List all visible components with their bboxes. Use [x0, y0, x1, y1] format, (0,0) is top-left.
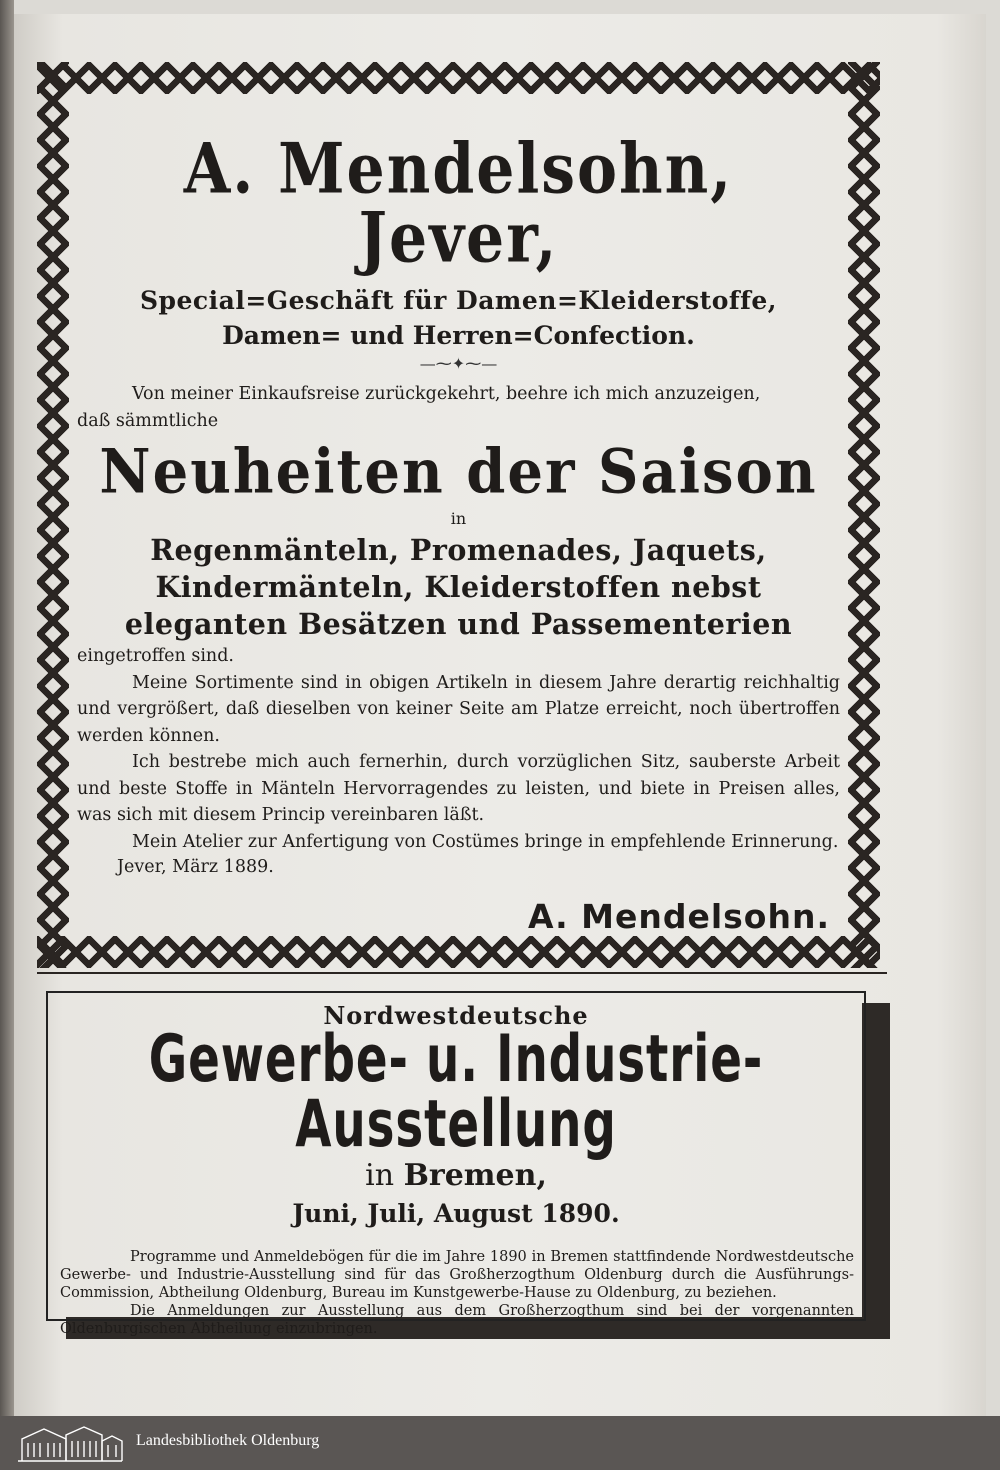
exhibition-body: [60, 1248, 854, 1338]
ad-subtitle-1: Special=Geschäft für Damen=Kleiderstoffe,: [139, 286, 777, 315]
paragraph-bestrebe: Ich bestrebe mich auch fernerhin, durch vorzüglichen Sitz, sauberste Arbeit und beste Stoffe in Mänteln Hervorragendes zu leisten, und biete in Preisen alles, was sich mit diesem Princip vereinbaren läßt.: [77, 752, 840, 825]
box-shadow-right: [862, 1003, 890, 1331]
in-word: in: [450, 509, 467, 528]
signature: A. Mendelsohn.: [527, 897, 830, 936]
cross-border-bottom: [37, 936, 880, 968]
product-list: [77, 532, 840, 643]
ad-body-text: [77, 643, 840, 877]
exhibition-title: Gewerbe- u. Industrie-Ausstellung: [148, 1022, 764, 1162]
product-line-2: Kindermänteln, Kleiderstoffen nebst: [155, 570, 762, 604]
city-in-word: in: [365, 1158, 395, 1193]
product-line-1: Regenmänteln, Promenades, Jaquets,: [150, 533, 767, 567]
intro-line-1: Von meiner Einkaufsreise zurückgekehrt, beehre ich mich anzuzeigen,: [132, 384, 761, 404]
novelties-title: Neuheiten der Saison: [99, 436, 818, 508]
cross-border-left: [37, 62, 69, 968]
exhibition-paragraph-1: Programme und Anmeldebögen für die im Jahre 1890 in Bremen stattfindende Nordwestdeutsche Gewerbe- und Industrie-Ausstellung sind für das Großherzogthum Oldenburg durch die Ausführungs-Commission, Abtheilung Oldenburg, Bureau im Kunstgewerbe-Hause zu Oldenburg, zu beziehen.: [60, 1249, 854, 1301]
library-building-logo-icon: [14, 1421, 126, 1465]
ad-headline: A. Mendelsohn, Jever,: [183, 129, 734, 279]
product-line-3: eleganten Besätzen und Passementerien: [124, 607, 793, 641]
ornament-divider-icon: —⁓✦⁓—: [419, 354, 498, 373]
ad-subtitle-2: Damen= und Herren=Confection.: [222, 321, 695, 350]
dateline: Jever, März 1889.: [117, 857, 274, 877]
cross-border-top: [37, 62, 880, 94]
cross-border-right: [848, 62, 880, 968]
city-name: Bremen,: [403, 1158, 547, 1193]
arrived-line: eingetroffen sind.: [77, 646, 234, 666]
footer-bar: [0, 1416, 1000, 1470]
separator-rule: [37, 972, 887, 974]
library-name[interactable]: Landesbibliothek Oldenburg: [136, 1432, 320, 1449]
paragraph-atelier: Mein Atelier zur Anfertigung von Costümes bringe in empfehlende Erinnerung.: [132, 831, 839, 852]
intro-line-2: daß sämmtliche: [77, 411, 219, 431]
exhibition-kicker: Nordwestdeutsche: [323, 1001, 589, 1030]
paragraph-sortiment: Meine Sortimente sind in obigen Artikeln in diesem Jahre derartig reichhaltig und vergrößert, daß dieselben von keiner Seite am Platze erreicht, noch übertroffen werden können.: [77, 672, 840, 746]
exhibition-dates: Juni, Juli, August 1890.: [292, 1199, 620, 1228]
binding-gutter: [0, 0, 14, 1416]
mendelsohn-advertisement: [37, 62, 880, 968]
exhibition-advertisement: [46, 991, 866, 1337]
exhibition-city: [48, 1158, 864, 1193]
exhibition-paragraph-2: Die Anmeldungen zur Ausstellung aus dem Großherzogthum sind bei der vorgenannten Oldenburgischen Abtheilung einzubringen.: [60, 1303, 854, 1337]
